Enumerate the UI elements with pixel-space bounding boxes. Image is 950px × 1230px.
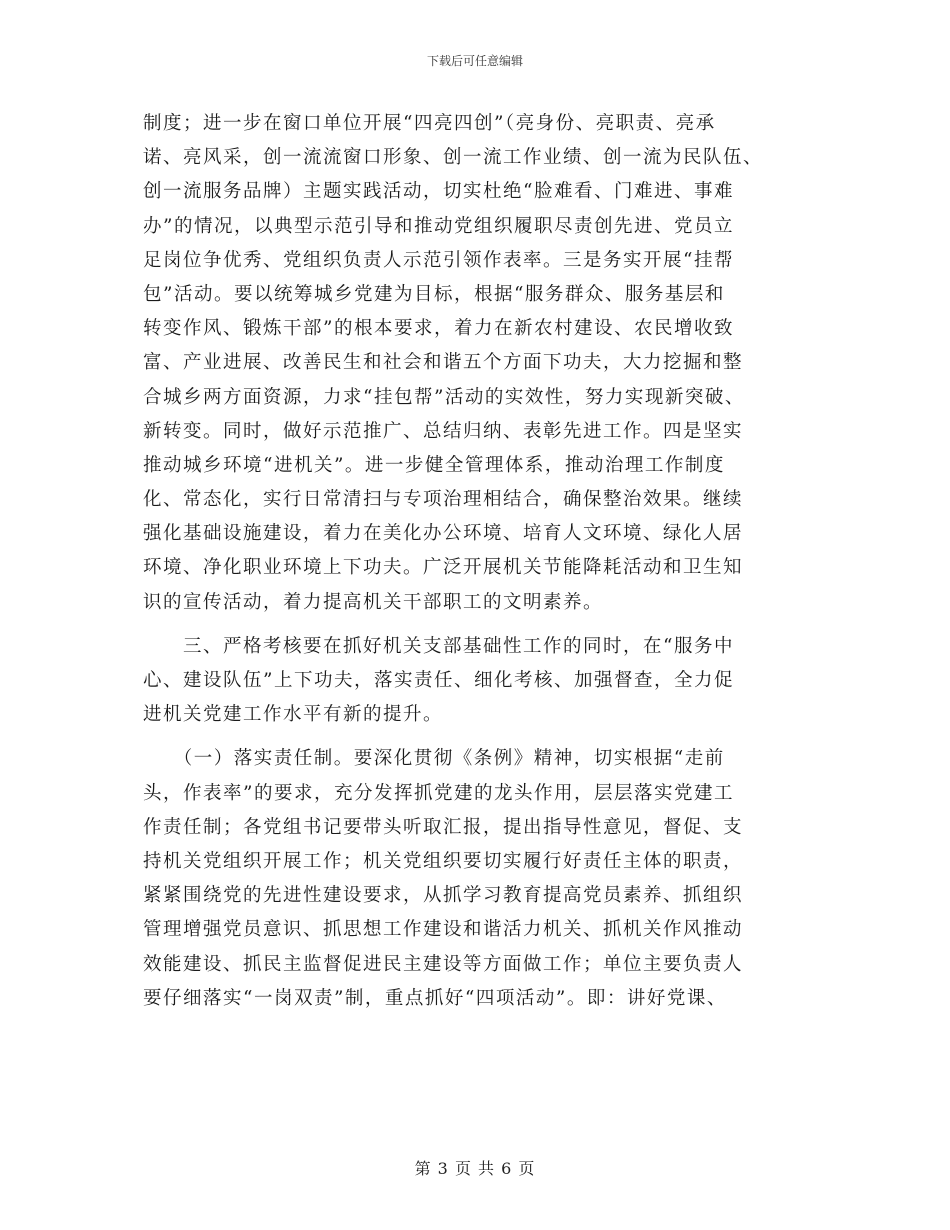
paragraph-spacer — [143, 620, 819, 630]
text-line: 心、建设队伍”上下功夫，落实责任、细化考核、加强督查，全力促 — [143, 670, 734, 691]
text-line: 推动城乡环境“进机关”。进一步健全管理体系，推动治理工作制度 — [143, 454, 725, 476]
text-line: 办”的情况，以典型示范引导和推动党组织履职尽责创先进、党员立 — [143, 215, 734, 237]
text-line: 包”活动。要以统筹城乡党建为目标，根据“服务群众、服务基层和 — [143, 283, 725, 305]
text-line: 作责任制；各党组书记要带头听取汇报，提出指导性意见，督促、支 — [143, 816, 744, 838]
text-line: 环境、净化职业环境上下功夫。广泛开展机关节能降耗活动和卫生知 — [143, 557, 744, 579]
text-line: （一）落实责任制。要深化贯彻《条例》精神，切实根据“走前 — [143, 748, 725, 770]
page-header: 下载后可任意编辑 — [426, 54, 523, 68]
text-line: 转变作风、锻炼干部”的根本要求，着力在新农村建设、农民增收致 — [143, 318, 734, 340]
text-line: 头，作表率”的要求，充分发挥抓党建的龙头作用，层层落实党建工 — [143, 782, 734, 804]
text-line: 化、常态化，实行日常清扫与专项治理相结合，确保整治效果。继续 — [143, 489, 744, 511]
text-line: 要仔细落实“一岗双责”制，重点抓好“四项活动”。即：讲好党课、 — [143, 987, 727, 1009]
text-line: 创一流服务品牌）主题实践活动，切实杜绝“脸难看、门难进、事难 — [143, 181, 734, 203]
text-line: 持机关党组织开展工作；机关党组织要切实履行好责任主体的职责， — [143, 850, 744, 872]
text-line: 进机关党建工作水平有新的提升。 — [143, 704, 444, 726]
text-line: 三、严格考核要在抓好机关支部基础性工作的同时，在“服务中 — [143, 635, 734, 657]
text-line: 诺、亮风采，创一流流窗口形象、创一流工作业绩、创一流为民队伍、 — [143, 147, 764, 169]
text-line: 富、产业进展、改善民生和社会和谐五个方面下功夫，大力挖掘和整 — [143, 352, 744, 374]
paragraph-3 — [143, 742, 819, 1016]
text-line: 强化基础设施建设，着力在美化办公环境、培育人文环境、绿化人居 — [143, 523, 744, 545]
text-line: 紧紧围绕党的先进性建设要求，从抓学习教育提高党员素养、抓组织 — [143, 885, 744, 907]
paragraph-2 — [143, 630, 819, 733]
text-line: 效能建设、抓民主监督促进民主建设等方面做工作；单位主要负责人 — [143, 953, 744, 975]
text-line: 合城乡两方面资源，力求“挂包帮”活动的实效性，努力实现新突破、 — [143, 386, 745, 408]
text-line: 管理增强党员意识、抓思想工作建设和谐活力机关、抓机关作风推动 — [143, 919, 744, 941]
paragraph-1 — [143, 107, 819, 620]
text-line: 识的宣传活动，着力提高机关干部职工的文明素养。 — [143, 591, 604, 613]
text-line: 制度；进一步在窗口单位开展“四亮四创”（亮身份、亮职责、亮承 — [143, 113, 716, 134]
text-line: 新转变。同时，做好示范推广、总结归纳、表彰先进工作。四是坚实 — [143, 420, 744, 442]
document-body — [143, 107, 819, 1016]
page-number: 第 3 页 共 6 页 — [414, 1159, 536, 1178]
paragraph-spacer — [143, 732, 819, 742]
text-line: 足岗位争优秀、党组织负责人示范引领作表率。三是务实开展“挂帮 — [143, 249, 734, 271]
